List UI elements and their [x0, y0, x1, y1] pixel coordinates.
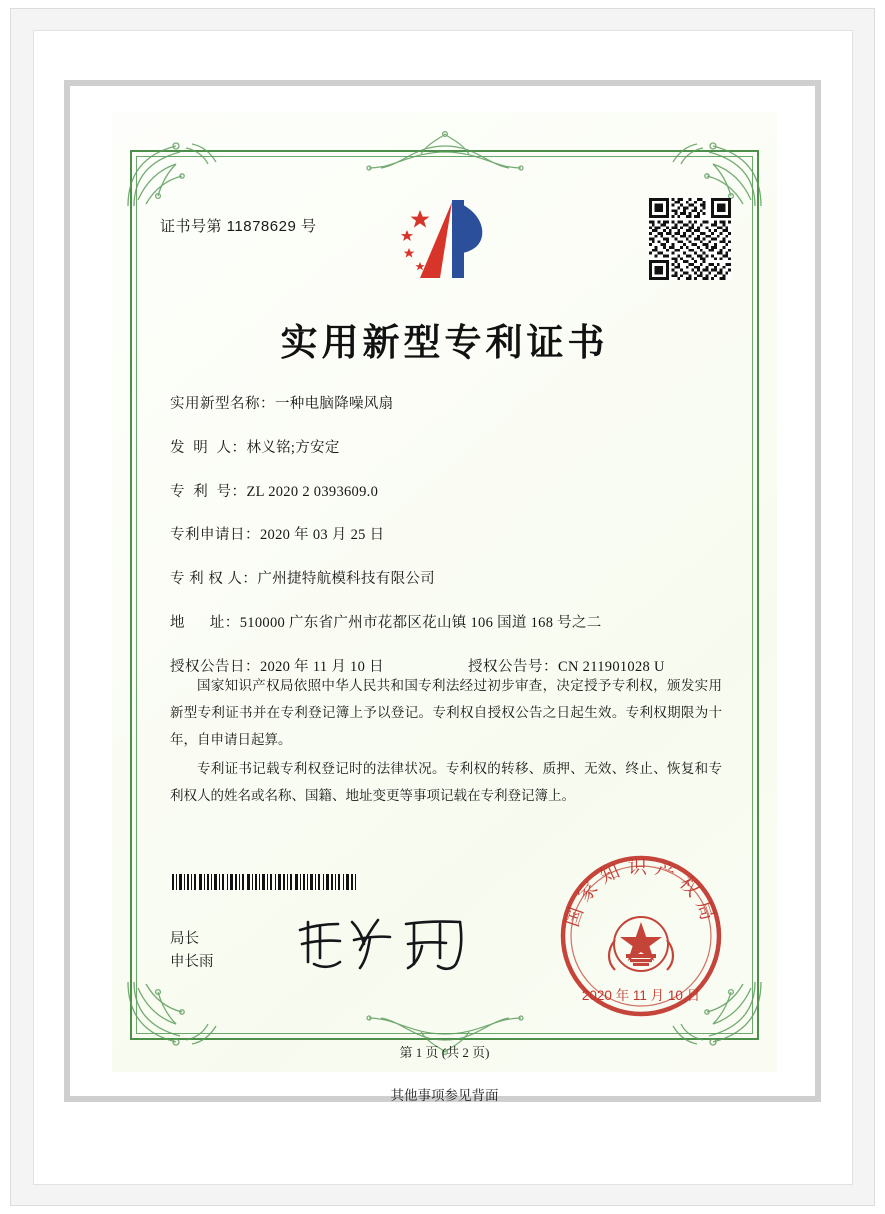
corner-flourish-icon	[124, 978, 220, 1050]
field-value: 510000 广东省广州市花都区花山镇 106 国道 168 号之二	[239, 614, 602, 631]
top-center-flourish-icon	[355, 130, 535, 172]
field-label: 授权公告日：	[170, 658, 260, 675]
legal-paragraph: 国家知识产权局依照中华人民共和国专利法经过初步审查，决定授予专利权，颁发实用新型专利证书并在专利登记簿上予以登记。专利权自授权公告之日起生效。专利权期限为十年，自申请日起算。	[170, 678, 722, 747]
field-row	[170, 482, 730, 504]
field-row	[170, 394, 730, 416]
field-label: 专 利 号：	[170, 483, 247, 500]
field-value: 2020 年 11 月 10 日	[260, 658, 384, 675]
barcode-icon	[170, 874, 360, 890]
handwritten-signature-icon	[294, 912, 484, 974]
field-label: 专利申请日：	[170, 527, 260, 544]
director-role-label: 局长	[170, 931, 199, 947]
field-value-secondary: CN 211901028 U	[558, 658, 665, 675]
page-title: 实用新型专利证书	[280, 320, 609, 364]
svg-text:国家知识产权局: 国家知识产权局	[561, 856, 721, 930]
cnipa-logo-icon	[390, 194, 510, 284]
field-value: 2020 年 03 月 25 日	[260, 527, 385, 544]
field-value: ZL 2020 2 0393609.0	[246, 483, 379, 500]
field-label: 实用新型名称：	[170, 396, 275, 412]
field-row	[170, 525, 730, 547]
legal-paragraph: 专利证书记载专利权登记时的法律状况。专利权的转移、质押、无效、终止、恢复和专利权人的姓名或名称、国籍、地址变更等事项记载在专利登记簿上。	[170, 761, 722, 803]
qr-code-icon	[649, 198, 731, 280]
back-note: 其他事项参见背面	[390, 1088, 499, 1103]
field-label: 发 明 人：	[170, 439, 247, 456]
certificate-sheet	[112, 112, 777, 1072]
field-value: 广州捷特航模科技有限公司	[257, 571, 435, 587]
field-list	[170, 394, 730, 700]
corner-flourish-icon	[124, 138, 220, 210]
field-label: 地 址：	[170, 614, 240, 631]
field-row	[170, 438, 730, 460]
field-label: 专 利 权 人：	[170, 571, 258, 587]
field-row	[170, 613, 730, 635]
field-row	[170, 569, 730, 591]
director-name-label: 申长雨	[170, 954, 214, 971]
page-indicator: 第 1 页 (共 2 页)	[399, 1045, 490, 1060]
seal-date: 2020 年 11 月 10 日	[581, 988, 701, 1003]
field-value: 林义铭;方安定	[246, 439, 340, 456]
field-value: 一种电脑降噪风扇	[275, 396, 394, 412]
signature-block	[170, 928, 214, 974]
field-label-secondary: 授权公告号：	[468, 658, 558, 675]
certificate-number: 证书号第 11878629 号	[160, 218, 317, 235]
legal-text	[170, 672, 722, 811]
